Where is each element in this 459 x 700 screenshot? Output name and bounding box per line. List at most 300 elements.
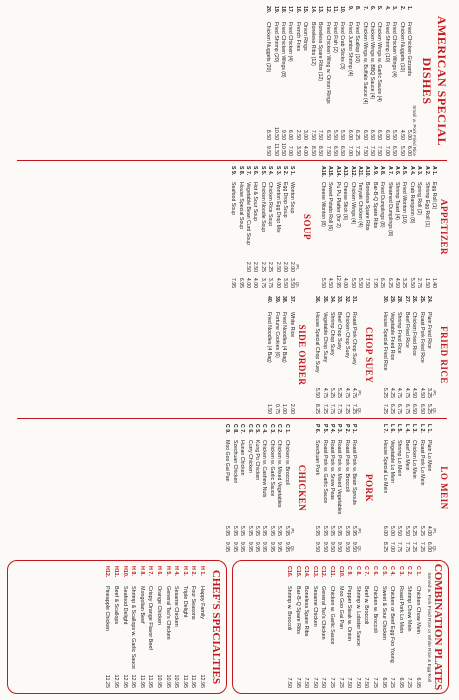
menu-item-row (294, 6, 301, 156)
menu-item-row (405, 6, 412, 156)
item-price-small: 5.50 (396, 525, 403, 536)
item-name: Chicken w. Broccoli (283, 440, 290, 485)
item-name: Fried Chicken Wings (4) (391, 22, 398, 78)
menu-item-row (417, 424, 424, 552)
menu-item-row (281, 166, 288, 288)
menu-item-row (400, 166, 407, 288)
item-number: C 7. (239, 424, 246, 434)
item-price-large: 8.50 (317, 145, 324, 156)
menu-item-row (341, 166, 348, 288)
item-name: Chicken Noodle Soup (259, 182, 266, 233)
menu-item-row (279, 6, 286, 156)
side-order-item-list (265, 296, 295, 414)
american-special-title: AMERICAN SPECIAL DISHES (420, 15, 449, 147)
item-number: 2. (398, 6, 405, 11)
item-number: 33. (336, 296, 343, 304)
item-number: L 3. (411, 424, 418, 433)
combination-plates-box (232, 560, 449, 694)
item-price-small: 5.25 (418, 525, 425, 536)
menu-item-row (388, 561, 397, 693)
item-name: Beef w. Broccoli (363, 586, 370, 625)
appetizer-section (229, 166, 451, 288)
item-number: 13. (317, 6, 324, 14)
menu-item-row (380, 296, 387, 414)
item-price-large: 6.50 (331, 145, 338, 156)
item-price: 5.50 (356, 277, 363, 288)
item-price-small: 2.50 (294, 129, 301, 140)
item-price: 11.95 (190, 674, 197, 688)
menu-item-row (363, 166, 370, 288)
item-number: S 4. (267, 166, 274, 176)
menu-item-row (388, 424, 395, 552)
item-name: Vegetable Lo Mein (388, 440, 395, 483)
menu-item-row (111, 561, 120, 693)
item-price-small: 5.95 (321, 525, 328, 536)
menu-item-row (360, 6, 367, 156)
item-price-small: 5.95 (351, 525, 358, 536)
item-price-large: 3.50 (289, 277, 296, 288)
menu-item-row (350, 296, 357, 414)
item-number: C 4. (389, 566, 396, 576)
item-name: House Special Soup (237, 182, 244, 230)
pork-title: PORK (364, 474, 375, 502)
item-price: 7.50 (354, 677, 361, 688)
item-name: Chicken Wings w. BBQ Sauce (4) (368, 22, 375, 100)
item-number: H 1. (199, 566, 205, 576)
item-name: Boneless Spare Ribs (12) (317, 22, 324, 82)
chef-specialties-box (7, 560, 227, 694)
item-price-small: 4.50 (411, 387, 418, 398)
menu-item-row (266, 166, 273, 288)
chicken-item-list (223, 424, 290, 552)
item-price-large: 4.00 (274, 277, 281, 288)
item-name: General Tso's Chicken (320, 586, 327, 640)
item-price: 12.95 (199, 674, 205, 688)
item-name: House Special Chop Suey (314, 312, 321, 373)
fried-rice-title: FRIED RICE (439, 326, 449, 384)
item-price-large: 9.50 (265, 145, 272, 156)
chop-suey-item-list (313, 296, 357, 414)
item-number: 10. (339, 6, 346, 14)
menu-item-row (313, 424, 320, 552)
item-price: 10.95 (156, 674, 163, 688)
item-price: 7.25 (389, 677, 396, 688)
item-price-large: 9.95 (276, 541, 283, 552)
menu-item-row (285, 561, 294, 693)
item-name: Shrimp Lo Mein (396, 440, 403, 477)
item-number: C 6. (372, 566, 379, 576)
item-name: Beef Fried Rice (403, 312, 410, 348)
item-number: A 4. (408, 166, 415, 176)
item-price-small: 6.25 (354, 129, 361, 140)
item-number: C 1. (415, 566, 421, 576)
item-price-large: 3.75 (267, 277, 274, 288)
menu-item-row (370, 166, 377, 288)
item-number: C 5. (380, 566, 387, 576)
item-name: General Tso's Chicken (164, 586, 171, 640)
item-name: Shrimp Chow Mein (406, 586, 413, 632)
item-name: Teriyaki Chicken (4) (356, 182, 363, 228)
item-price-large: 7.50 (324, 145, 331, 156)
item-number: S 8. (237, 166, 244, 176)
item-price-small: 5.95 (254, 525, 261, 536)
item-name: Chicken w. Garlic Sauce (268, 440, 275, 497)
item-name: Hot & Sour Soup (252, 182, 259, 221)
menu-item-row (310, 561, 319, 693)
item-name: Beef Lo Mein (403, 440, 410, 471)
item-name: White Rice (288, 312, 295, 338)
item-number: C 9. (224, 424, 231, 434)
item-name: Shrimp Fried Rice (396, 312, 403, 354)
item-price-small: 5.95 (283, 525, 290, 536)
item-price-large: 7.50 (361, 145, 368, 156)
item-name: Fried Fish (2) (331, 22, 338, 53)
item-number: C 8. (231, 424, 238, 434)
item-name: Fried Noodles (4 Bag) (281, 312, 288, 363)
item-number: L 5. (396, 424, 403, 433)
item-number: S 2. (282, 166, 289, 176)
item-number: A 8. (379, 166, 386, 176)
item-number: A12. (349, 166, 356, 177)
fried-rice-section (265, 296, 451, 414)
item-name: Pineapple Chicken (104, 586, 111, 631)
item-number: C 5. (254, 424, 261, 434)
item-price-small: 4.50 (418, 387, 425, 398)
menu-item-row (273, 166, 280, 288)
item-price-large: 6.50 (391, 145, 398, 156)
item-price-small: 5.95 (268, 525, 275, 536)
menu-item-row (154, 561, 163, 693)
item-number: C 7. (363, 566, 370, 576)
item-number: S 3. (274, 166, 281, 176)
item-number: H10. (121, 566, 128, 578)
item-price: 4.50 (393, 277, 400, 288)
item-name: Plain Fried Rice (426, 312, 432, 349)
item-price-small: 5.50 (391, 129, 398, 140)
menu-item-row (268, 424, 275, 552)
item-number: 34. (328, 296, 335, 304)
menu-item-row (395, 296, 402, 414)
item-price-small: 2.50 (245, 261, 252, 272)
menu-item-row (197, 561, 206, 693)
item-name: Spring Roll (2) (416, 182, 423, 216)
item-name: Onion Rings (302, 22, 309, 51)
item-name: Pu Pu Platter (for 2) (334, 182, 341, 228)
item-price-large: 9.95 (224, 541, 231, 552)
item-price-large: 6.25 (388, 403, 395, 414)
menu-item-row (378, 166, 385, 288)
item-number: 16. (294, 6, 301, 14)
item-price: 7.25 (406, 677, 413, 688)
item-number: C15. (294, 566, 301, 578)
menu-item-row (137, 561, 146, 693)
menu-item-row (245, 424, 252, 552)
item-number: 37. (288, 296, 295, 304)
menu-item-row (313, 296, 320, 414)
menu-item-row (265, 296, 272, 414)
item-price-small: 5.25 (328, 387, 335, 398)
item-price-small: 5.95 (224, 525, 231, 536)
item-number: A11. (356, 166, 363, 177)
item-number: 17. (287, 6, 294, 14)
item-name: Boneless Ribs (12) (309, 22, 316, 66)
item-price-small: 5.50 (314, 387, 321, 398)
item-number: H 3. (181, 566, 188, 576)
item-price-small: 5.00 (406, 129, 412, 140)
item-name: Four Seasons (190, 586, 197, 620)
item-number: H 4. (173, 566, 180, 576)
item-name: Boneless Spare Ribs (303, 586, 310, 637)
item-name: Beef & Scallops (113, 586, 120, 625)
item-name: Fried Chicken Wings (8) (280, 22, 287, 78)
item-price-large: 7.25 (381, 403, 388, 414)
item-name: Sesame Chicken (311, 586, 318, 627)
item-number: S 7. (245, 166, 252, 176)
item-price-small: 5.50 (339, 129, 346, 140)
item-price-small: 5.25 (381, 387, 388, 398)
menu-item-row (223, 424, 230, 552)
menu-item-row (425, 424, 432, 552)
item-name: Cheese Wonton (8) (319, 182, 326, 227)
item-number: A16. (319, 166, 326, 177)
item-number: C16. (286, 566, 293, 578)
chef-specialties-title: CHEF'S SPECIALTIES (210, 569, 222, 685)
item-number: S 6. (252, 166, 259, 176)
item-name: Wonton Soup (289, 182, 296, 214)
item-number: 4. (383, 6, 390, 11)
item-number: 11. (331, 6, 338, 13)
item-name: Moo Goo Gai Pan (337, 586, 344, 630)
menu-item-row (405, 561, 414, 693)
item-price-large: 7.00 (388, 541, 395, 552)
item-number: H11. (113, 566, 120, 578)
menu-item-row (282, 424, 289, 552)
menu-item-row (302, 561, 311, 693)
item-name: Crab Rangoon (8) (408, 182, 415, 224)
item-price: 12.95 (121, 674, 128, 688)
item-price-small: 6.50 (376, 129, 383, 140)
menu-item-row (230, 424, 237, 552)
item-price-large: 10.50 (280, 143, 287, 156)
item-price-large: 9.95 (261, 541, 268, 552)
item-number: P 6. (314, 424, 321, 434)
item-price-small: 6.00 (381, 525, 388, 536)
item-number: C 1. (283, 424, 290, 434)
item-price-large: 6.50 (418, 403, 425, 414)
item-price: 1.40 (431, 277, 437, 288)
item-price-large: 7.50 (376, 145, 383, 156)
item-number: L 7. (381, 424, 388, 433)
item-number: C 2. (276, 424, 283, 434)
item-name: Fried Chicken (4) (287, 22, 294, 62)
item-number: S 5. (259, 166, 266, 176)
item-name: Fried Shrimp (20) (272, 22, 279, 63)
item-name: Shrimp w. Broccoli (286, 586, 293, 631)
item-price-small: 7.50 (309, 129, 316, 140)
item-price-large: 7.75 (328, 403, 335, 414)
item-price-small: 8.50 (265, 129, 272, 140)
menu-item-row (172, 561, 181, 693)
item-price: 5.50 (319, 277, 326, 288)
menu-item-row (396, 561, 405, 693)
menu-item-row (385, 166, 392, 288)
item-number: 8. (354, 6, 361, 11)
item-price-large: 6.75 (396, 403, 403, 414)
item-price-large: 9.95 (283, 541, 290, 552)
menu-item-row (338, 6, 345, 156)
item-price-large: 5.50 (398, 145, 405, 156)
lo-mein-item-list (380, 424, 432, 552)
item-number: A13. (342, 166, 349, 177)
item-price: 11.25 (104, 674, 111, 688)
menu-item-row (425, 296, 432, 414)
item-price: 12.95 (130, 674, 137, 688)
item-price: 10.95 (173, 674, 180, 688)
item-number: 7. (361, 6, 368, 11)
item-price-small: 3.25 (426, 387, 432, 398)
item-price-large: 9.50 (321, 541, 328, 552)
item-number: 24. (426, 296, 432, 304)
item-price-large: 7.25 (411, 541, 418, 552)
item-name: Orange Chicken (156, 586, 163, 625)
item-price-small: 4.75 (396, 387, 403, 398)
item-name: Moo Goo Gai Pan (224, 440, 231, 482)
item-name: Bar-B-Q Spare Ribs (294, 586, 301, 634)
menu-item-row (335, 296, 342, 414)
item-number: A 2. (423, 166, 430, 176)
item-number: 36. (314, 296, 321, 304)
menu-item-row (319, 166, 326, 288)
item-name: Chicken Nuggets (20) (265, 22, 272, 73)
item-number: C 4. (261, 424, 268, 434)
item-price: 12.95 (334, 275, 341, 288)
item-price: 1.50 (423, 277, 430, 288)
item-price-small: 5.50 (331, 129, 338, 140)
item-price: 10.95 (164, 674, 171, 688)
item-price: 11.95 (138, 674, 145, 688)
item-number: 14. (309, 6, 316, 14)
menu-item-row (189, 561, 198, 693)
item-price-large: 7.75 (403, 541, 410, 552)
item-price-small: 9.50 (280, 129, 287, 140)
item-number: A15. (327, 166, 334, 177)
item-number: 5. (376, 6, 383, 11)
menu-item-row (129, 561, 138, 693)
item-name: Chicken Wings w. Garlic Sauce (4) (376, 22, 383, 102)
item-name: Vegetable Fried Rice (388, 312, 395, 361)
item-price: 7.95 (371, 277, 378, 288)
item-number: 20. (265, 6, 272, 14)
fried-rice-item-list (380, 296, 432, 414)
item-price-large: 7.75 (396, 541, 403, 552)
item-price-small: 2.25 (267, 261, 274, 272)
item-price-large: 11.50 (272, 143, 279, 156)
item-price-large: 6.00 (406, 145, 412, 156)
item-number: C11. (329, 566, 336, 578)
item-name: Shrimp Toast (4) (393, 182, 400, 220)
item-price-large: 9.50 (343, 541, 350, 552)
menu-item-row (253, 424, 260, 552)
item-number: C13. (311, 566, 318, 578)
menu-item-row (413, 561, 422, 693)
item-price-large: 7.25 (321, 403, 328, 414)
item-name: Fried Noodles (4 Bag) (266, 312, 273, 363)
menu-item-row (180, 561, 189, 693)
menu-item-row (264, 6, 271, 156)
item-name: Seafood Soup (230, 182, 237, 215)
item-name: Plain Lo Mein (426, 440, 432, 472)
menu-item-row (407, 166, 414, 288)
item-name: Chicken Fried Rice (411, 312, 418, 356)
item-price-small: 2.00 (289, 261, 296, 272)
item-name: Chicken Rice Soup (267, 182, 274, 227)
menu-item-row (287, 296, 294, 414)
item-name: French Fries (294, 22, 301, 52)
menu-item-row (244, 166, 251, 288)
menu-item-row (353, 6, 360, 156)
menu-item-row (120, 561, 129, 693)
item-price: 7.50 (363, 677, 370, 688)
item-price-small: 5.00 (388, 525, 395, 536)
item-number: C 3. (397, 566, 404, 576)
item-price-large: 4.00 (302, 145, 309, 156)
item-number: 32. (343, 296, 350, 304)
item-name: Shrimp & Scallops w. Garlic Sauce (130, 586, 137, 669)
item-name: Wonton Egg Drop Mix (274, 182, 281, 233)
item-price-large: 3.50 (294, 145, 301, 156)
item-price-large: 7.25 (418, 541, 425, 552)
item-price-small: 2.50 (274, 261, 281, 272)
item-number: H 5. (164, 566, 171, 576)
item-number: 9. (346, 6, 353, 11)
chop-suey-title: CHOP SUEY (364, 326, 375, 384)
item-name: Szechuan Chicken (231, 440, 238, 484)
item-price-large: 9.50 (336, 541, 343, 552)
item-price: 7.50 (346, 677, 353, 688)
item-name: Fried Shrimp (10) (383, 22, 390, 63)
menu-item-row (336, 561, 345, 693)
item-price-small: 2.50 (252, 261, 259, 272)
item-price-large: 3.50 (282, 277, 289, 288)
item-name: House Special Lo Mein (381, 440, 388, 494)
menu-item-row (393, 166, 400, 288)
item-number: S 1. (289, 166, 296, 176)
chicken-title: CHICKEN (296, 464, 307, 512)
menu-item-row (388, 296, 395, 414)
item-number: 29. (388, 296, 395, 304)
item-price-large: 9.95 (268, 541, 275, 552)
item-number: C14. (303, 566, 310, 578)
item-price-small: 5.50 (403, 525, 410, 536)
item-number: A 3. (416, 166, 423, 176)
item-price: 6.95 (380, 677, 387, 688)
menu-item-row (345, 561, 354, 693)
item-price-large: 7.75 (336, 403, 343, 414)
item-price: 7.95 (294, 677, 301, 688)
item-price: 2.00 (288, 403, 295, 414)
menu-item-row (402, 424, 409, 552)
chop-suey-price-headers: Pt. Qt. (357, 390, 363, 414)
menu-item-row (415, 166, 422, 288)
item-price: 7.25 (337, 677, 344, 688)
item-number: 15. (302, 6, 309, 14)
item-number: L 4. (403, 424, 410, 433)
item-name: Triple Delight (181, 586, 188, 618)
menu-item-row (402, 296, 409, 414)
item-price-small: 6.00 (287, 129, 294, 140)
item-price-small: 6.00 (346, 129, 353, 140)
menu-item-row (375, 6, 382, 156)
